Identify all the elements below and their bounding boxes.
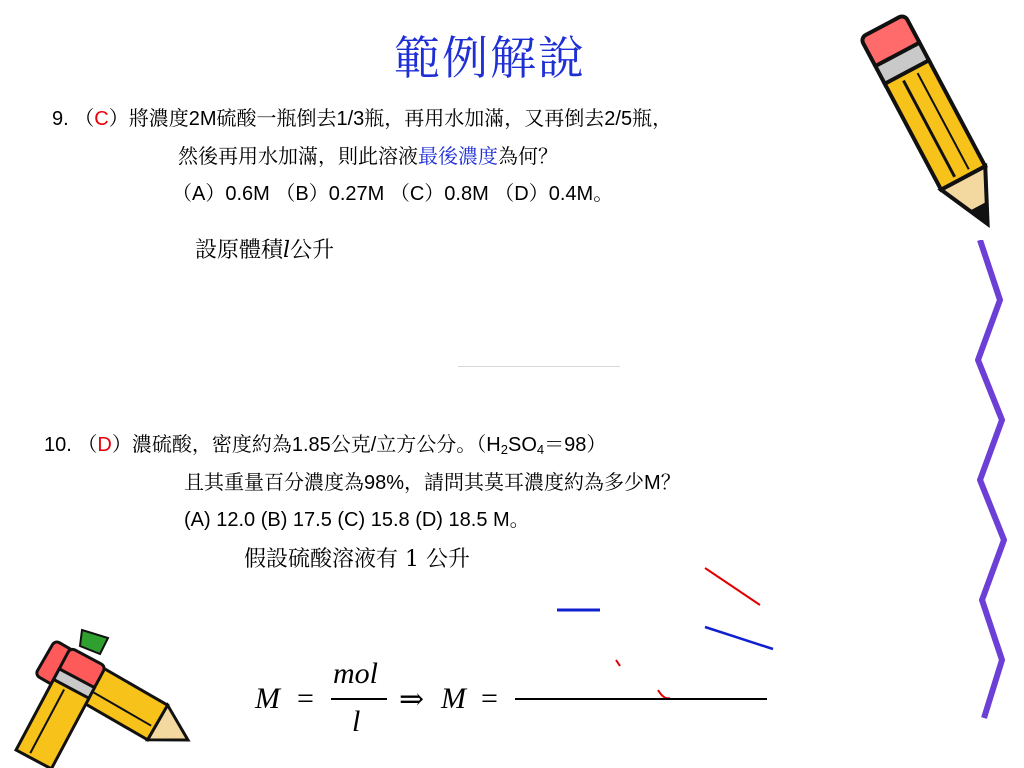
formula-numerator: mol xyxy=(333,657,378,690)
question-10-line-1 xyxy=(44,433,606,462)
question-9-line-1 xyxy=(52,107,672,131)
molarity-formula xyxy=(255,657,785,745)
pencils-bottom-left-icon xyxy=(0,620,200,768)
question-9-paren-open: （ xyxy=(74,108,95,130)
page-title: 範例解說 xyxy=(394,31,586,85)
question-10-text-b: SO xyxy=(508,434,537,456)
formula-lhs-2: M xyxy=(441,682,466,715)
fraction-bar xyxy=(331,698,387,700)
formula-denominator: l xyxy=(352,705,361,738)
question-10-text-a: 濃硫酸，密度約為1.85公克/立方公分。（H xyxy=(131,434,501,456)
question-10-sub-2: 4 xyxy=(536,442,545,457)
formula-lhs: M xyxy=(255,682,280,715)
implies-symbol: ⇒ xyxy=(399,683,425,716)
question-9-number: 9. xyxy=(52,108,69,130)
squiggle-decoration-icon xyxy=(960,240,1020,720)
question-9-line2-pre: 然後再用水加滿，則此溶液 xyxy=(178,146,418,168)
question-10-paren-open: （ xyxy=(77,434,98,456)
question-9-hint-pre: 設原體積 xyxy=(195,238,284,263)
divider-line xyxy=(458,366,620,367)
red-stroke-top xyxy=(705,568,760,605)
question-10-paren-close: ） xyxy=(111,434,132,456)
question-10-answer: D xyxy=(97,434,112,456)
formula-equals-2: = xyxy=(481,682,498,715)
question-10-text-c: ＝98） xyxy=(544,434,607,456)
pencil-right-icon xyxy=(860,5,1010,245)
question-9-paren-close: ） xyxy=(108,108,129,130)
question-9-text: 將濃度2M硫酸一瓶倒去1/3瓶，再用水加滿，又再倒去2/5瓶， xyxy=(128,108,673,130)
question-10-hint: 假設硫酸溶液有 1 公升 xyxy=(244,547,470,572)
question-9-line-2 xyxy=(178,145,558,169)
formula-blank-fraction-bar xyxy=(515,698,767,700)
question-10-options: (A) 12.0 (B) 17.5 (C) 15.8 (D) 18.5 M。 xyxy=(184,509,530,531)
question-9-options: （A）0.6M （B）0.27M （C）0.8M （D）0.4M。 xyxy=(172,183,614,205)
question-10-line-2: 且其重量百分濃度為98%，請問其莫耳濃度約為多少M？ xyxy=(184,472,681,494)
question-9-highlight: 最後濃度 xyxy=(418,146,498,168)
formula-equals: = xyxy=(297,682,314,715)
question-9-hint xyxy=(195,233,334,264)
question-9-hint-post: 公升 xyxy=(290,238,335,263)
question-10-sub-1: 2 xyxy=(500,442,508,457)
question-9-hint-var: l xyxy=(283,238,291,263)
question-10-number: 10. xyxy=(44,434,72,456)
question-9-answer: C xyxy=(94,108,109,130)
blue-stroke-long xyxy=(705,627,773,649)
question-9-line2-post: 為何？ xyxy=(498,146,558,168)
